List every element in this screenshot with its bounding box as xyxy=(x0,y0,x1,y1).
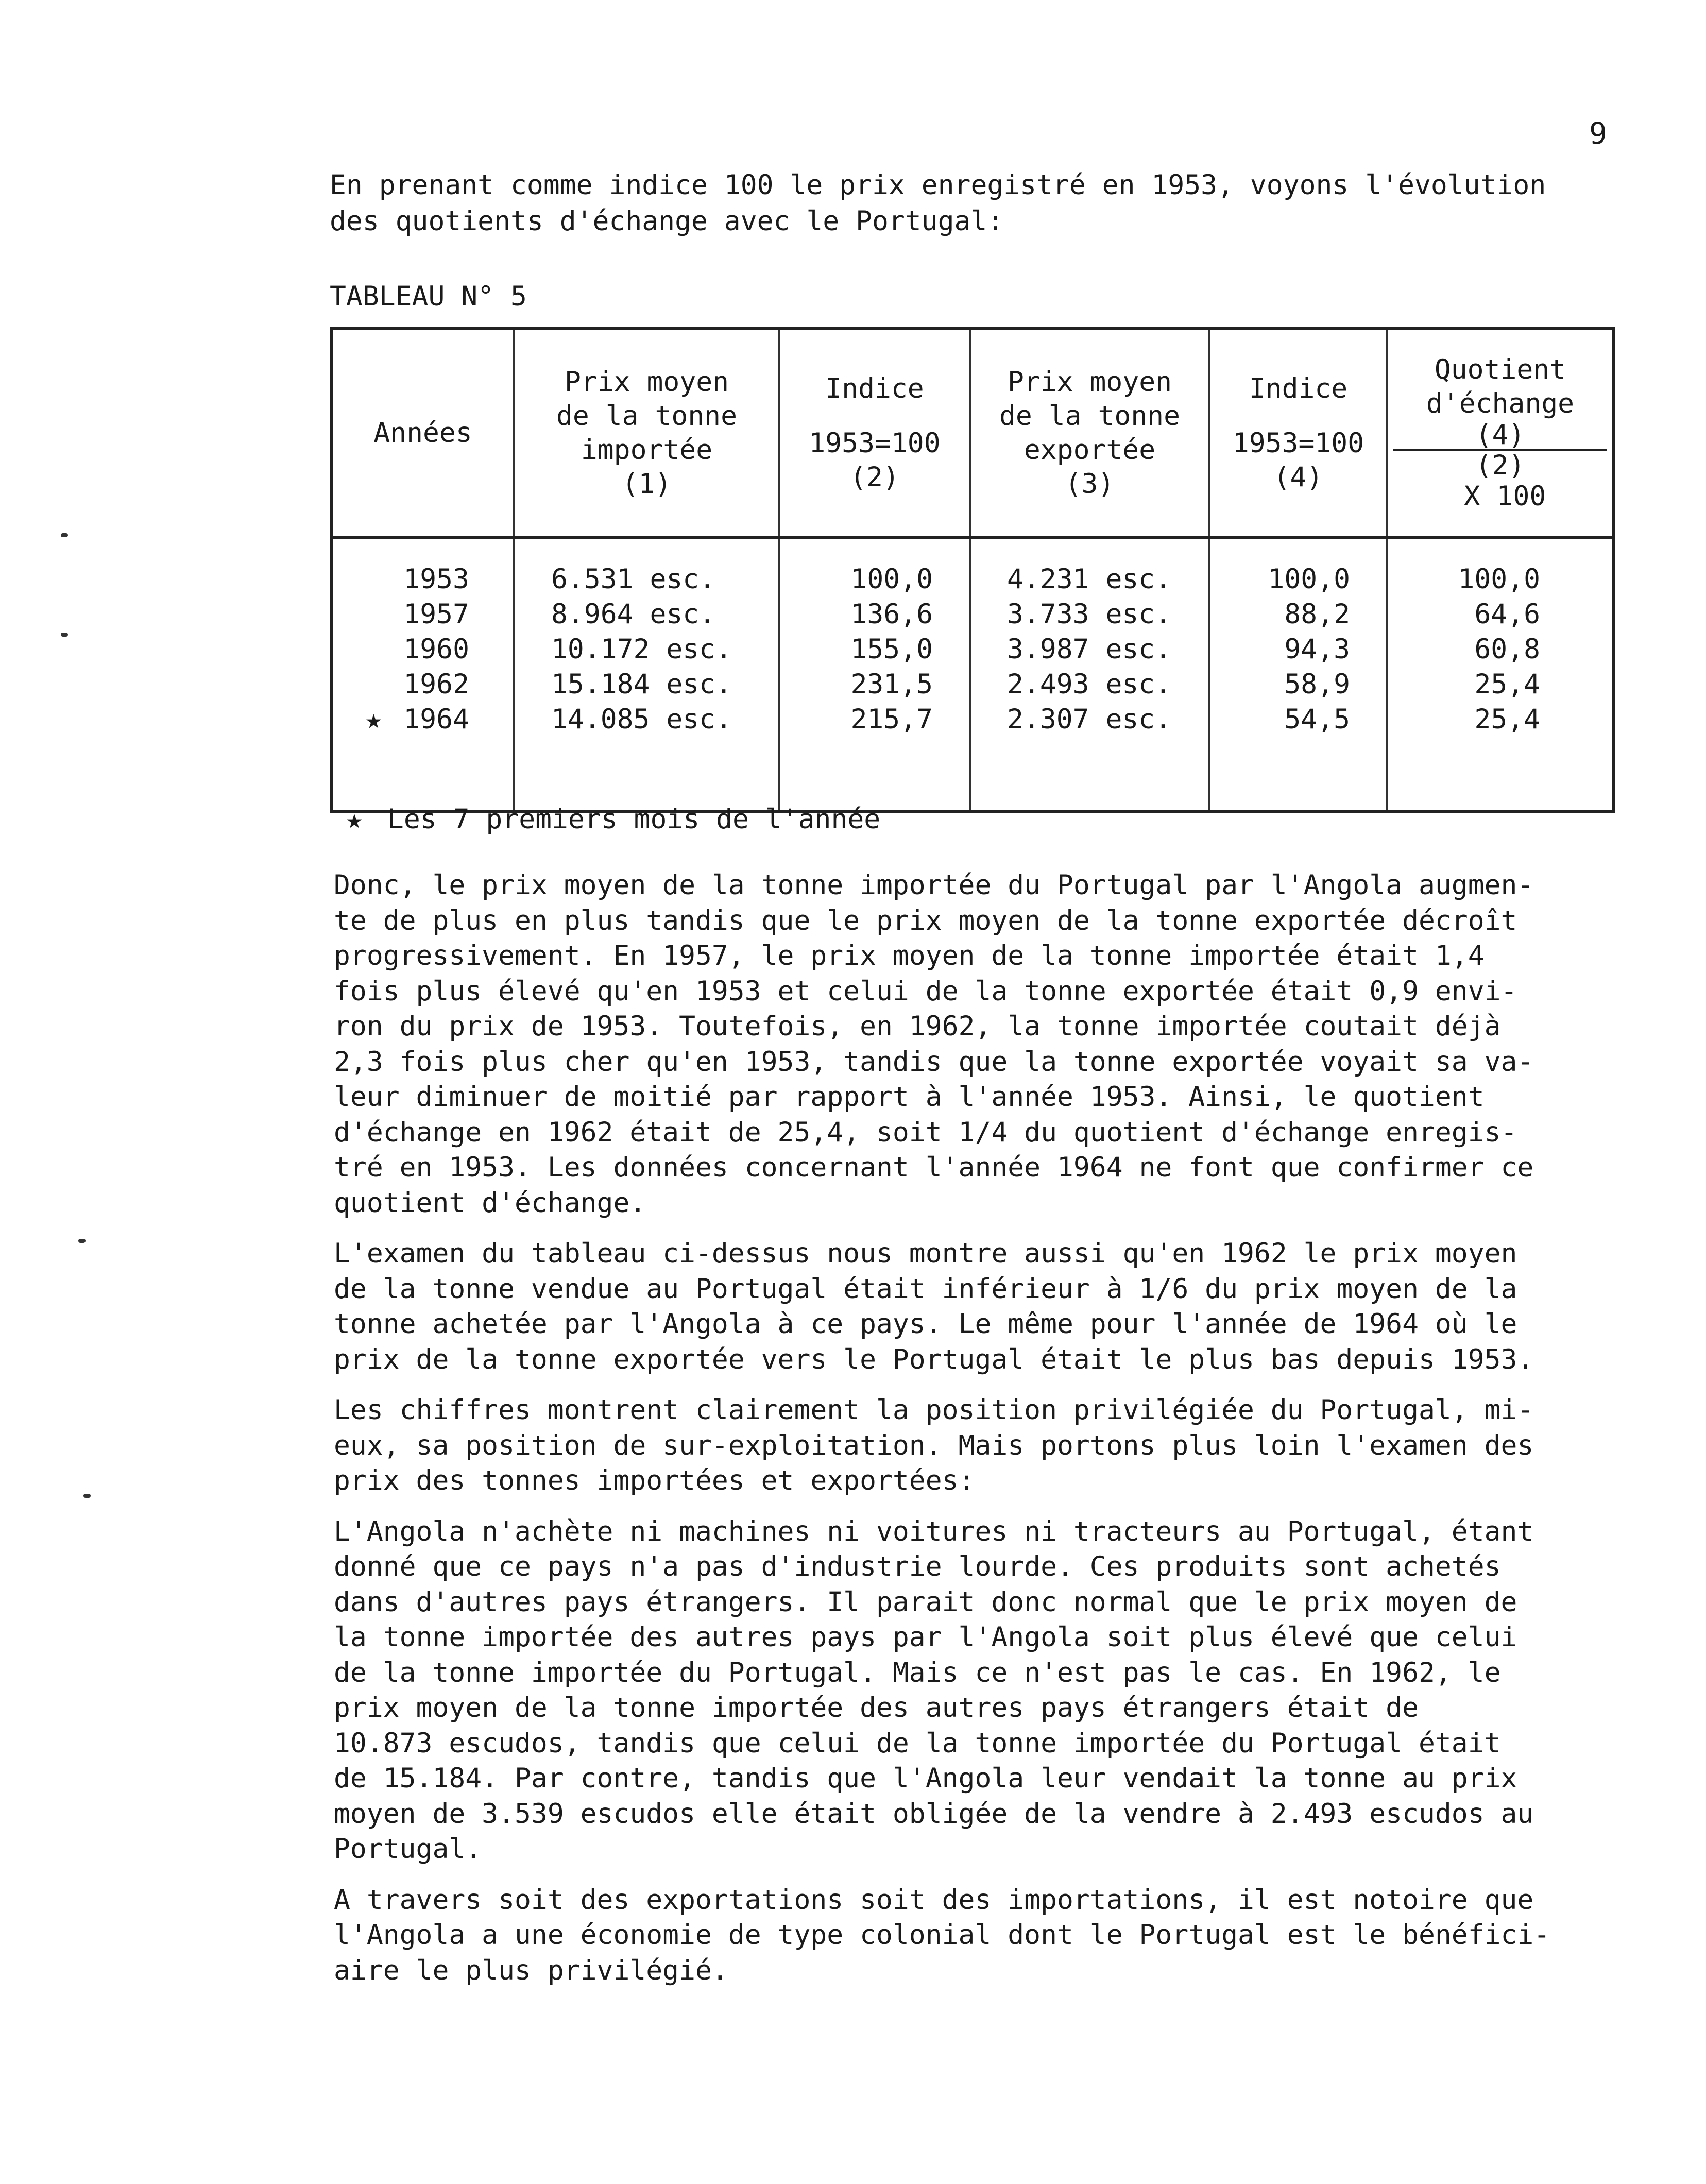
paragraph: Les chiffres montrent clairement la position privilégiée du Portugal, mi- eux, sa position de sur-exploitation. Mais portons plus loin l'examen des prix des tonnes importées et exportées: xyxy=(334,1394,1534,1496)
export-index-cell: 88,2 xyxy=(1284,599,1350,630)
export-price-cell: 2.307 esc. xyxy=(1007,704,1172,735)
intro-paragraph: En prenant comme indice 100 le prix enregistré en 1953, voyons l'évolution des quotients d'échange avec le Portugal: xyxy=(330,169,1546,237)
header-quotient: Quotient d'échange (4) (2) X 100 xyxy=(1387,329,1614,538)
margin-speck xyxy=(61,533,68,537)
column-years xyxy=(331,538,514,812)
paragraph: L'Angola n'achète ni machines ni voitures ni tracteurs au Portugal, étant donné que ce pays n'a pas d'industrie lourde. Ces produits sont achetés dans d'autres pays étrangers. Il parait donc normal que le prix moyen de la tonne importée des autres pays par l'Angola soit plus élevé que celui de la tonne importée du Portugal. Mais ce n'est pas le cas. En 1962, le prix moyen de la tonne importée des autres pays étrangers était de 10.873 escudos, tandis que celui de la tonne importée du Portugal était de 15.184. Par contre, tandis que l'Angola leur vendait la tonne au prix moyen de 3.539 escudos elle était obligée de la vendre à 2.493 escudos au Portugal. xyxy=(334,1515,1534,1865)
header-export-price: Prix moyen de la tonne exportée (3) xyxy=(970,329,1209,538)
export-index-cell: 54,5 xyxy=(1284,704,1350,735)
page-number: 9 xyxy=(1589,116,1607,151)
quotient-cell: 100,0 xyxy=(1458,564,1540,595)
import-index-cell: 231,5 xyxy=(850,669,933,700)
quotient-cell: 60,8 xyxy=(1474,634,1540,665)
export-index-cell: 100,0 xyxy=(1268,564,1350,595)
export-index-cell: 94,3 xyxy=(1284,634,1350,665)
quotient-cell: 64,6 xyxy=(1474,599,1540,630)
export-price-cell: 2.493 esc. xyxy=(1007,669,1172,700)
column-export-price xyxy=(970,538,1209,812)
star-marker: ★ xyxy=(365,704,382,735)
year-cell: ★ 1964 xyxy=(365,704,469,735)
paragraph: L'examen du tableau ci-dessus nous montre aussi qu'en 1962 le prix moyen de la tonne vendue au Portugal était inférieur à 1/6 du prix moyen de la tonne achetée par l'Angola à ce pays. Le même pour l'année de 1964 où le prix de la tonne exportée vers le Portugal était le plus bas depuis 1953. xyxy=(334,1238,1534,1375)
quotient-fraction: (4) (2) xyxy=(1393,421,1607,480)
quotient-cell: 25,4 xyxy=(1474,704,1540,735)
import-index-cell: 136,6 xyxy=(850,599,933,630)
footnote-text: Les 7 premiers mois de l'année xyxy=(387,804,881,835)
margin-speck xyxy=(78,1239,86,1243)
column-export-index xyxy=(1209,538,1387,812)
export-price-cell: 3.733 esc. xyxy=(1007,599,1172,630)
import-price-cell: 15.184 esc. xyxy=(551,669,732,700)
import-index-cell: 215,7 xyxy=(850,704,933,735)
column-import-index xyxy=(779,538,970,812)
paragraph: A travers soit des exportations soit des importations, il est notoire que l'Angola a une économie de type colonial dont le Portugal est le bénéfici- aire le plus privilégié. xyxy=(334,1884,1550,1986)
header-export-index: Indice 1953=100 (4) xyxy=(1209,329,1387,538)
header-years: Années xyxy=(331,329,514,538)
exchange-table-container xyxy=(330,327,1612,788)
export-price-cell: 3.987 esc. xyxy=(1007,634,1172,665)
year-cell: 1957 xyxy=(403,599,469,630)
header-import-price: Prix moyen de la tonne importée (1) xyxy=(514,329,779,538)
paragraph: Donc, le prix moyen de la tonne importée du Portugal par l'Angola augmen- te de plus en plus tandis que le prix moyen de la tonne exportée décroît progressivement. En 1957, le prix moyen de la tonne importée était 1,4 fois plus élevé qu'en 1953 et celui de la tonne exportée était 0,9 envi- ron du prix de 1953. Toutefois, en 1962, la tonne importée coutait déjà 2,3 fois plus cher qu'en 1953, tandis que la tonne exportée voyait sa va- leur diminuer de moitié par rapport à l'année 1953. Ainsi, le quotient d'échange en 1962 était de 25,4, soit 1/4 du quotient d'échange enregis- tré en 1953. Les données concernant l'année 1964 ne font que confirmer ce quotient d'échange. xyxy=(334,869,1534,1219)
import-price-cell: 6.531 esc. xyxy=(551,564,716,595)
table-footnote xyxy=(346,804,880,835)
table-body-row xyxy=(331,538,1614,812)
export-price-cell: 4.231 esc. xyxy=(1007,564,1172,595)
column-import-price xyxy=(514,538,779,812)
import-price-cell: 14.085 esc. xyxy=(551,704,732,735)
table-header-row xyxy=(331,329,1614,538)
body-text xyxy=(334,868,1616,2004)
import-price-cell: 10.172 esc. xyxy=(551,634,732,665)
export-index-cell: 58,9 xyxy=(1284,669,1350,700)
header-import-index: Indice 1953=100 (2) xyxy=(779,329,970,538)
year-cell: 1960 xyxy=(403,634,469,665)
column-quotient xyxy=(1387,538,1614,812)
star-marker: ★ xyxy=(346,804,363,835)
year-cell: 1953 xyxy=(403,564,469,595)
year-cell: 1962 xyxy=(403,669,469,700)
import-index-cell: 100,0 xyxy=(850,564,933,595)
import-price-cell: 8.964 esc. xyxy=(551,599,716,630)
table-title: TABLEAU N° 5 xyxy=(330,281,527,312)
quotient-formula: (4) (2) X 100 xyxy=(1393,421,1607,514)
exchange-quotient-table xyxy=(330,327,1615,813)
margin-speck xyxy=(61,633,68,637)
margin-speck xyxy=(83,1494,91,1498)
import-index-cell: 155,0 xyxy=(850,634,933,665)
quotient-cell: 25,4 xyxy=(1474,669,1540,700)
